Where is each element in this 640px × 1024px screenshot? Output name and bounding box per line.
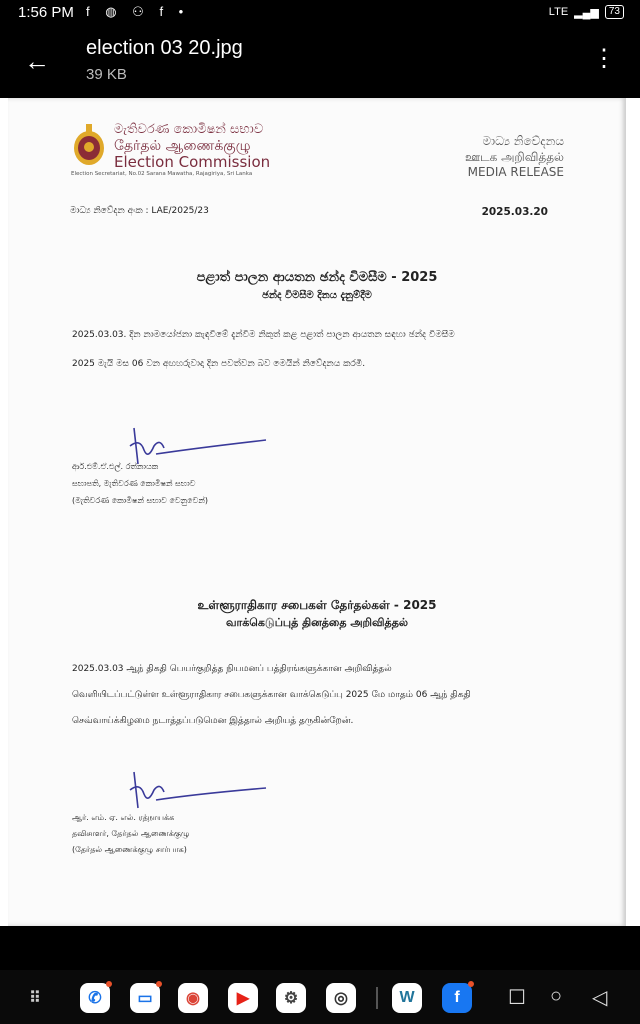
- tamil-signatory-behalf: (தேர்தல் ஆணைக்குழு சார்பாக): [72, 845, 187, 854]
- document-image: [8, 98, 626, 926]
- file-size: 39 KB: [86, 66, 127, 83]
- tamil-paragraph-line-3: செவ்வாய்க்கிழமை நடாத்தப்படுமென இத்தால் அறியத் தருகின்றேன்.: [72, 716, 354, 726]
- tamil-title: உள்ளூராதிகார சபைகள் தேர்தல்கள் - 2025: [197, 598, 437, 612]
- status-bar: [0, 0, 640, 26]
- sinhala-title: පළාත් පාලන ආයතන ඡන්ද විමසීම - 2025: [196, 270, 438, 285]
- phone-icon[interactable]: ✆: [80, 983, 110, 1013]
- release-date: 2025.03.20: [481, 206, 548, 218]
- image-viewer[interactable]: [0, 98, 640, 926]
- tamil-signatory-title: தவிசாளர், தேர்தல் ஆணைக்குழு: [72, 829, 190, 838]
- notification-icons: f ◍ ⚇ f •: [86, 4, 190, 19]
- reference-number: මාධ්‍ය නිවේදන අංක : LAE/2025/23: [70, 206, 209, 216]
- sinhala-signatory-behalf: (මැතිවරණ කොමිෂන් සභාව වෙනුවෙන්): [72, 496, 208, 505]
- battery-icon: 73: [605, 5, 624, 19]
- commission-name-tamil: தேர்தல் ஆணைக்குழு: [114, 138, 251, 154]
- media-release-sinhala: මාධ්‍ය නිවේදනය: [482, 134, 564, 148]
- chrome-icon[interactable]: ◉: [178, 983, 208, 1013]
- network-label: LTE: [548, 6, 569, 18]
- file-title: election 03 20.jpg: [86, 37, 243, 59]
- commission-address: Election Secretariat, No.02 Sarana Mawatha, Rajagiriya, Sri Lanka: [71, 171, 253, 177]
- sinhala-signatory-title: සභාපති, මැතිවරණ කොමිෂන් සභාව: [72, 479, 196, 488]
- apps-grid-icon[interactable]: ⠿: [29, 990, 41, 1007]
- sinhala-subtitle: ඡන්ද විමසීම දිනය දැනුම්දීම: [262, 290, 372, 301]
- navigation-bar: [0, 970, 640, 1024]
- sinhala-signatory-name: ආර්.එම්.ඒ.එල්. රත්නායක: [72, 462, 159, 471]
- back-button-icon[interactable]: ◁: [592, 987, 608, 1009]
- status-right: [549, 5, 624, 19]
- dock-divider: [376, 987, 378, 1009]
- commission-name-sinhala: මැතිවරණ කොමිෂන් සභාව: [114, 122, 264, 137]
- wordpress-icon[interactable]: W: [392, 983, 422, 1013]
- app-bar: [0, 26, 640, 98]
- recents-button-icon[interactable]: ☐: [508, 987, 526, 1009]
- tamil-paragraph-line-2: வெளியிடப்பட்டுள்ள உள்ளூராதிகார சபைகளுக்கான வாக்கெடுப்பு 2025 மே மாதம் 06 ஆந் திகதி: [72, 690, 471, 700]
- tamil-paragraph-line-1: 2025.03.03 ஆந் திகதி பெயர்குறித்த நியமனப் பத்திரங்களுக்கான அறிவித்தல்: [72, 664, 392, 674]
- signal-icon: ▂▄▆: [574, 6, 599, 19]
- emblem-icon: [72, 122, 106, 168]
- settings-icon[interactable]: ⚙: [276, 983, 306, 1013]
- sinhala-paragraph-line-1: 2025.03.03. දින නාමයෝජනා කැඳවීමේ දැන්වීම නිකුත් කළ පළාත් පාලන ආයතන සඳහා ඡන්ද විමසීම: [72, 330, 455, 340]
- home-button-icon[interactable]: ○: [550, 985, 563, 1007]
- camera-icon[interactable]: ◎: [326, 983, 356, 1013]
- commission-name-english: Election Commission: [114, 153, 271, 171]
- youtube-icon[interactable]: ▶: [228, 983, 258, 1013]
- sinhala-paragraph-line-2: 2025 මැයි මස 06 වන අඟහරුවාදා දින පවත්වන බව මෙයින් නිවේදනය කරමි.: [72, 359, 366, 369]
- tamil-signatory-name: ஆர். எம். ஏ. எல். ரத்நாயக்க: [72, 813, 175, 822]
- messages-icon[interactable]: ▭: [130, 983, 160, 1013]
- media-release-tamil: ஊடக அறிவித்தல்: [464, 150, 564, 164]
- more-options-icon[interactable]: ⋮: [592, 45, 616, 72]
- media-release-english: MEDIA RELEASE: [467, 165, 564, 179]
- back-arrow-icon[interactable]: ←: [24, 46, 50, 76]
- status-time: 1:56 PM: [18, 4, 74, 21]
- facebook-icon[interactable]: f: [442, 983, 472, 1013]
- tamil-subtitle: வாக்கெடுப்புத் தினத்தை அறிவித்தல்: [225, 616, 408, 629]
